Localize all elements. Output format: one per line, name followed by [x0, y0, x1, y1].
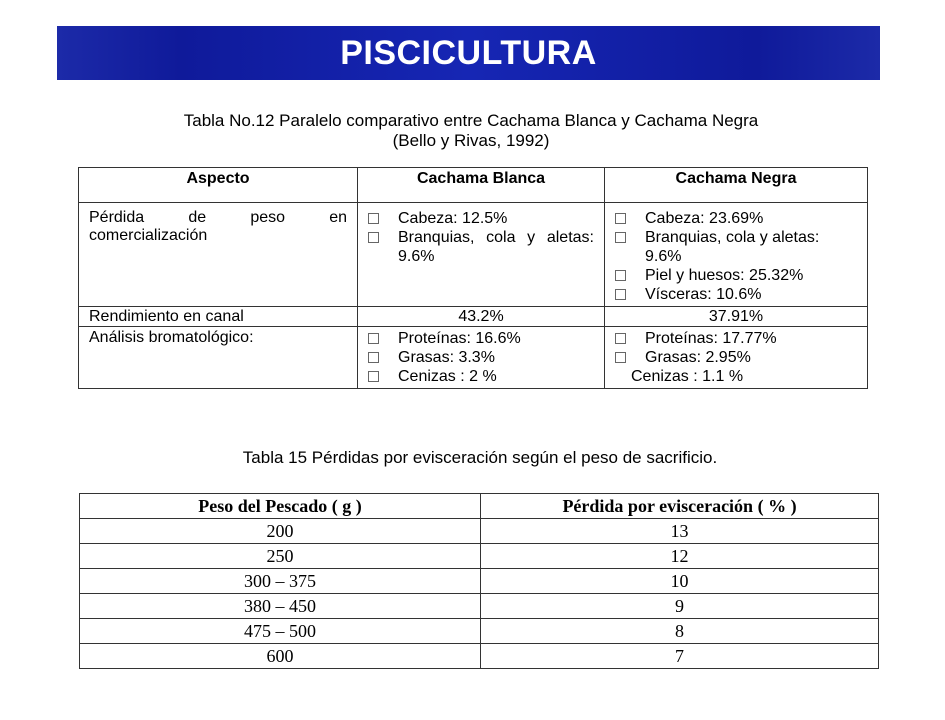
peso-cell: 200 [80, 519, 481, 544]
table-row [80, 569, 879, 594]
header-aspecto: Aspecto [79, 168, 358, 203]
perdida-cell: 8 [481, 619, 879, 644]
checkbox-bullet-icon [615, 232, 626, 243]
header-cachama-blanca: Cachama Blanca [358, 168, 605, 203]
checkbox-bullet-icon [368, 352, 379, 363]
table-row [80, 519, 879, 544]
list-item: Grasas: 2.95% [615, 348, 857, 367]
peso-cell: 300 – 375 [80, 569, 481, 594]
peso-cell: 380 – 450 [80, 594, 481, 619]
checkbox-bullet-icon [615, 352, 626, 363]
list-item: Branquias, cola y aletas: 9.6% [368, 228, 594, 266]
list-item: Branquias, cola y aletas: 9.6% [615, 228, 857, 266]
header-peso: Peso del Pescado ( g ) [80, 494, 481, 519]
list-item: Proteínas: 17.77% [615, 329, 857, 348]
negra-perdida-cell [605, 203, 868, 307]
list-item: Piel y huesos: 25.32% [615, 266, 857, 285]
list-item: Grasas: 3.3% [368, 348, 594, 367]
table-row [80, 594, 879, 619]
negra-cenizas: Cenizas : 1.1 % [631, 368, 744, 385]
table-row [80, 544, 879, 569]
checkbox-bullet-icon [615, 289, 626, 300]
blanca-perdida-cell [358, 203, 605, 307]
page-title: PISCICULTURA [340, 33, 597, 72]
comparison-table [78, 167, 868, 389]
table2-header-row [80, 494, 879, 519]
list-item: Cabeza: 23.69% [615, 209, 857, 228]
table1-caption [76, 111, 866, 151]
aspect-rendimiento: Rendimiento en canal [79, 307, 358, 327]
perdida-cell: 12 [481, 544, 879, 569]
checkbox-bullet-icon [615, 270, 626, 281]
table1-caption-line1: Tabla No.12 Paralelo comparativo entre Cachama Blanca y Cachama Negra [183, 111, 759, 130]
checkbox-bullet-icon [368, 333, 379, 344]
checkbox-bullet-icon [368, 371, 379, 382]
list-item: Cabeza: 12.5% [368, 209, 594, 228]
peso-cell: 475 – 500 [80, 619, 481, 644]
list-item: Cenizas : 2 % [368, 367, 594, 386]
negra-rendimiento: 37.91% [605, 307, 868, 327]
table2-caption: Tabla 15 Pérdidas por evisceración según el peso de sacrificio. [242, 448, 718, 467]
list-item: Proteínas: 16.6% [368, 329, 594, 348]
peso-cell: 250 [80, 544, 481, 569]
aspect-perdida-cell [79, 203, 358, 307]
checkbox-bullet-icon [368, 232, 379, 243]
negra-bromatologico-cell [605, 327, 868, 389]
table1-row-perdida [79, 203, 868, 307]
aspect-perdida-line2: comercialización [89, 227, 208, 244]
blanca-rendimiento: 43.2% [358, 307, 605, 327]
evisceration-table [79, 493, 879, 669]
blanca-bromatologico-cell [358, 327, 605, 389]
table1-row-rendimiento [79, 307, 868, 327]
table1-header-row [79, 168, 868, 203]
checkbox-bullet-icon [615, 333, 626, 344]
perdida-cell: 10 [481, 569, 879, 594]
header-cachama-negra: Cachama Negra [605, 168, 868, 203]
perdida-cell: 7 [481, 644, 879, 669]
list-item: Vísceras: 10.6% [615, 285, 857, 304]
table1-caption-line2: (Bello y Rivas, 1992) [392, 131, 550, 150]
peso-cell: 600 [80, 644, 481, 669]
aspect-bromatologico: Análisis bromatológico: [79, 327, 358, 389]
table-row [80, 619, 879, 644]
table-row [80, 644, 879, 669]
aspect-perdida-line1: Pérdida de peso en [89, 209, 347, 226]
checkbox-bullet-icon [615, 213, 626, 224]
header-perdida: Pérdida por evisceración ( % ) [481, 494, 879, 519]
perdida-cell: 9 [481, 594, 879, 619]
perdida-cell: 13 [481, 519, 879, 544]
title-banner [57, 26, 880, 80]
table1-row-bromatologico [79, 327, 868, 389]
checkbox-bullet-icon [368, 213, 379, 224]
